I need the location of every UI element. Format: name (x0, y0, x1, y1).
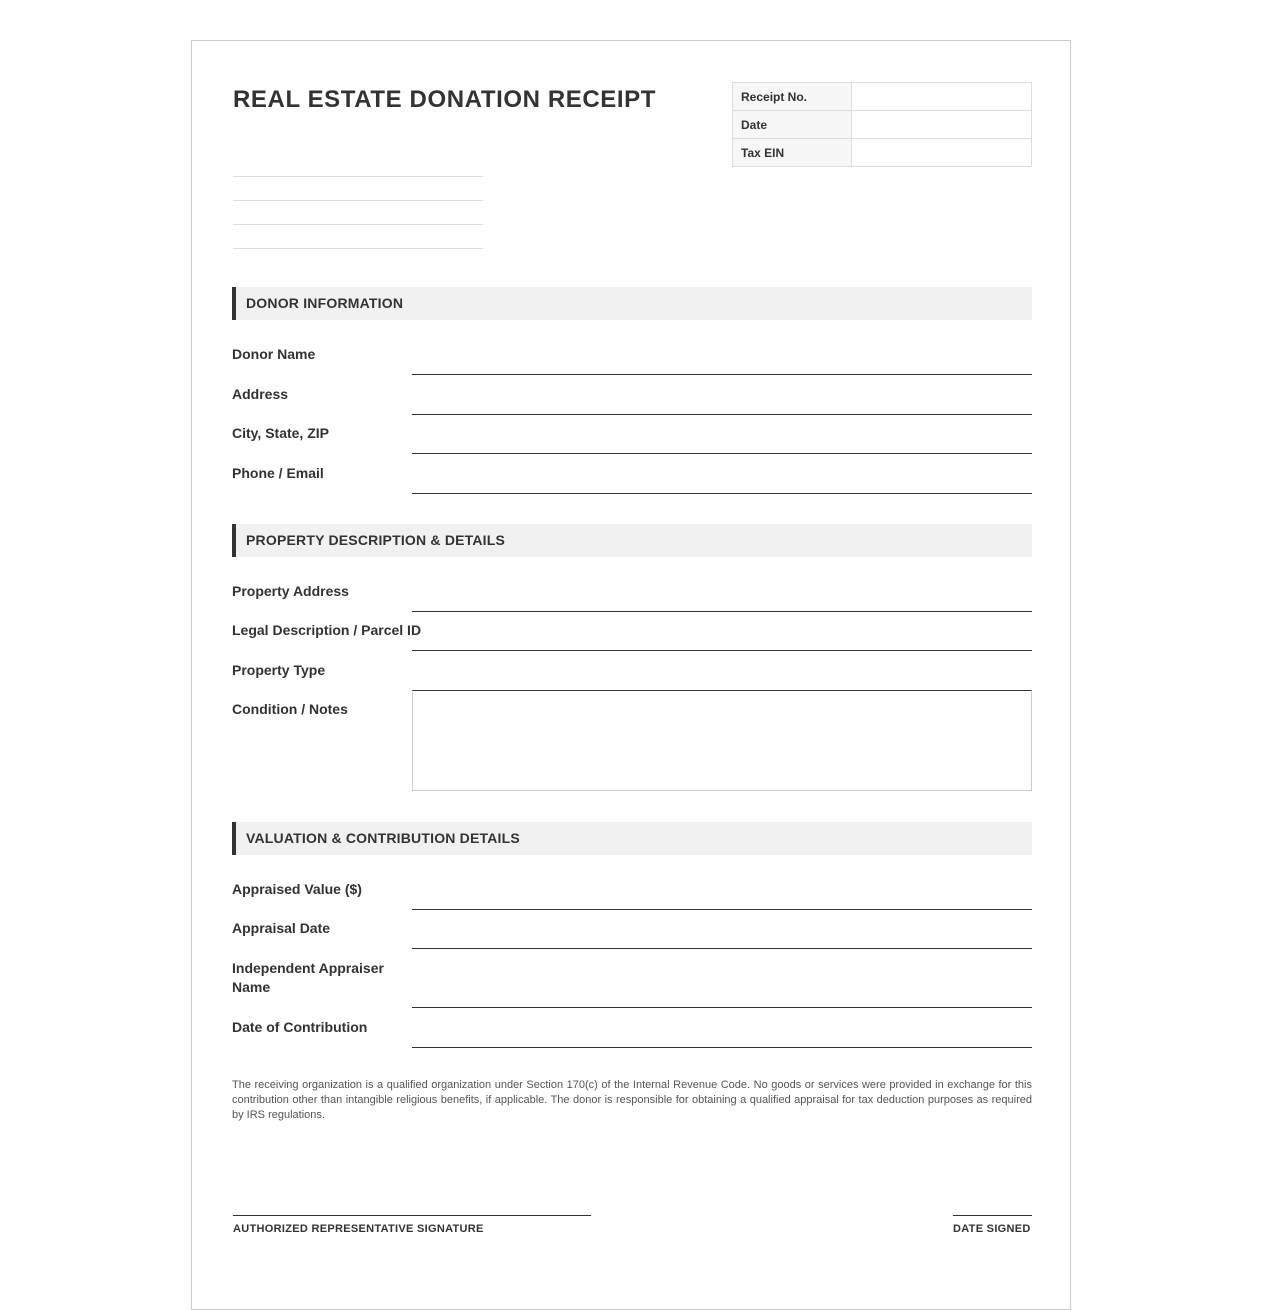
legal-description-label: Legal Description / Parcel ID (232, 622, 422, 638)
organization-line-1[interactable] (233, 153, 483, 177)
donor-city-field[interactable] (412, 434, 1032, 454)
contribution-date-label: Date of Contribution (232, 1019, 368, 1035)
property-section-heading: PROPERTY DESCRIPTION & DETAILS (232, 524, 1032, 557)
property-type-label: Property Type (232, 662, 326, 678)
appraisal-date-label: Appraisal Date (232, 920, 331, 936)
property-address-field[interactable] (412, 592, 1032, 612)
appraiser-name-label: Independent Appraiser Name (232, 960, 384, 995)
tax-ein-label: Tax EIN (733, 139, 852, 167)
receipt-number-label: Receipt No. (733, 83, 852, 111)
date-signed-label: DATE SIGNED (953, 1223, 1031, 1235)
donor-contact-field[interactable] (412, 474, 1032, 494)
property-address-label: Property Address (232, 583, 349, 599)
receipt-date-row (733, 111, 1032, 139)
donor-name-label: Donor Name (232, 346, 316, 362)
appraisal-date-field[interactable] (412, 929, 1032, 949)
donor-address-label: Address (232, 386, 289, 402)
contribution-date-field[interactable] (412, 1028, 1032, 1048)
organization-info-lines (233, 153, 483, 249)
receipt-meta-table (732, 82, 1032, 167)
organization-line-2[interactable] (233, 177, 483, 201)
donor-city-label: City, State, ZIP (232, 425, 329, 441)
tax-ein-row (733, 139, 1032, 167)
legal-disclaimer: The receiving organization is a qualified organization under Section 170(c) of the Internal Revenue Code. No goods or services were provided in exchange for this contribution other than intangible religious benefits, if applicable. The donor is responsible for obtaining a qualified appraisal for tax deduction purposes as required by IRS regulations. (232, 1079, 1032, 1121)
receipt-page (191, 40, 1071, 1310)
date-signed-line[interactable] (953, 1215, 1032, 1216)
receipt-number-row (733, 83, 1032, 111)
donor-contact-label: Phone / Email (232, 465, 324, 481)
receipt-date-label: Date (733, 111, 852, 139)
representative-signature-line[interactable] (233, 1215, 591, 1216)
appraised-value-field[interactable] (412, 890, 1032, 910)
legal-description-field[interactable] (412, 631, 1032, 651)
condition-notes-textarea[interactable] (412, 690, 1032, 791)
donor-name-field[interactable] (412, 355, 1032, 375)
valuation-section-heading: VALUATION & CONTRIBUTION DETAILS (232, 822, 1032, 855)
donor-section-heading: DONOR INFORMATION (232, 287, 1032, 320)
property-type-field[interactable] (412, 671, 1032, 691)
receipt-date-field[interactable] (852, 111, 1032, 139)
organization-line-4[interactable] (233, 225, 483, 249)
representative-signature-label: AUTHORIZED REPRESENTATIVE SIGNATURE (233, 1223, 484, 1235)
organization-line-3[interactable] (233, 201, 483, 225)
donor-address-field[interactable] (412, 395, 1032, 415)
page-title: REAL ESTATE DONATION RECEIPT (233, 86, 657, 113)
receipt-number-field[interactable] (852, 83, 1032, 111)
appraised-value-label: Appraised Value ($) (232, 881, 362, 897)
condition-notes-label: Condition / Notes (232, 701, 348, 717)
tax-ein-field[interactable] (852, 139, 1032, 167)
appraiser-name-field[interactable] (412, 988, 1032, 1008)
